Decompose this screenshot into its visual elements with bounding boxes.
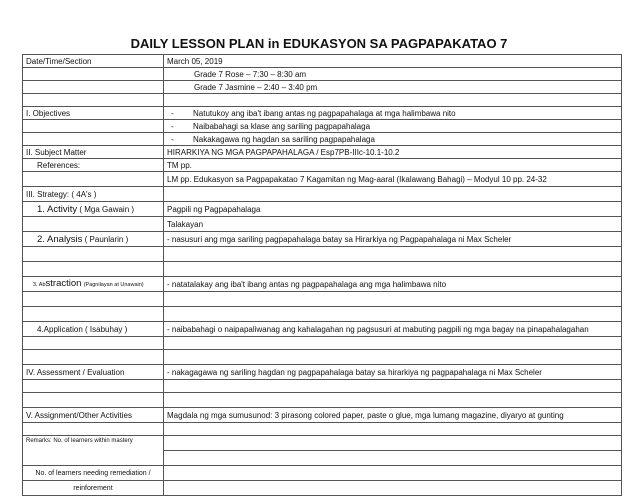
table-row <box>23 408 622 423</box>
table-row <box>23 380 622 393</box>
objective-item: - Natutukoy ang iba't ibang antas ng pagpapahalaga at mga halimbawa nito <box>164 107 622 120</box>
assessment-label: IV. Assessment / Evaluation <box>23 365 164 380</box>
strategy-label: III. Strategy: ( 4A's ) <box>23 187 164 202</box>
table-row <box>23 94 622 107</box>
assessment-value: - nakagagawa ng sariling hagdan ng pagpapahalaga batay sa hirarkiya ng pagpapahalaga ni Max Scheler <box>164 365 622 380</box>
table-row <box>23 217 622 232</box>
table-row <box>23 292 622 307</box>
application-label: 4.Application ( Isabuhay ) <box>23 322 164 337</box>
table-row <box>23 350 622 365</box>
table-row <box>23 481 622 496</box>
table-row <box>23 81 622 94</box>
table-row <box>23 120 622 133</box>
subject-value: HIRARKIYA NG MGA PAGPAPAHALAGA / Esp7PB-IIIc-10.1-10.2 <box>164 146 622 159</box>
analysis-label: 2. Analysis ( Paunlarin ) <box>23 232 164 247</box>
abstraction-value: - natatalakay ang iba't ibang antas ng pagpapahalaga ang mga halimbawa nito <box>164 277 622 292</box>
date-value: March 05, 2019 <box>164 55 622 68</box>
assignment-value: Magdala ng mga sumusunod: 3 pirasong colored paper, paste o glue, mga lumang magazine, diyaryo at gunting <box>164 408 622 423</box>
reference-lm: LM pp. Edukasyon sa Pagpapakatao 7 Kagamitan ng Mag-aaral (Ikalawang Bahagi) – Modyul 10 pp. 24-32 <box>164 172 622 187</box>
table-row <box>23 436 622 451</box>
remediation-label: No. of learners needing remediation / <box>23 466 164 481</box>
table-row <box>23 365 622 380</box>
section-rose: Grade 7 Rose – 7:30 – 8:30 am <box>164 68 622 81</box>
table-row <box>23 159 622 172</box>
table-row <box>23 322 622 337</box>
subject-label: II. Subject Matter <box>23 146 164 159</box>
section-jasmine: Grade 7 Jasmine – 2:40 – 3:40 pm <box>164 81 622 94</box>
references-label: References: <box>23 159 164 172</box>
table-row <box>23 277 622 292</box>
table-row <box>23 393 622 408</box>
analysis-value: - nasusuri ang mga sariling pagpapahalaga batay sa Hirarkiya ng Pagpapahalaga ni Max Scheler <box>164 232 622 247</box>
table-row <box>23 262 622 277</box>
table-row <box>23 423 622 436</box>
lesson-plan-table <box>22 54 622 496</box>
objective-item: - Nakakagawa ng hagdan sa sariling pagpapahalaga <box>164 133 622 146</box>
table-row <box>23 55 622 68</box>
table-row <box>23 133 622 146</box>
objectives-label: I. Objectives <box>23 107 164 120</box>
remarks-label: Remarks: No. of learners within mastery <box>23 436 164 466</box>
activity-label: 1. Activity ( Mga Gawain ) <box>23 202 164 217</box>
page-title: DAILY LESSON PLAN in EDUKASYON SA PAGPAPAKATAO 7 <box>130 36 508 51</box>
table-row <box>23 307 622 322</box>
table-row <box>23 68 622 81</box>
table-row <box>23 187 622 202</box>
activity-value: Talakayan <box>164 217 622 232</box>
table-row <box>23 247 622 262</box>
abstraction-label: 3. Abstraction (Pagnilayan at Unawain) <box>23 277 164 292</box>
application-value: - naibabahagi o naipapaliwanag ang kahalagahan ng pagsusuri at mabuting pagpili ng mga bagay na pinapahalagahan <box>164 322 622 337</box>
activity-value: Pagpili ng Pagpapahalaga <box>164 202 622 217</box>
remediation-label-cont: reinforement <box>23 481 164 496</box>
table-row <box>23 202 622 217</box>
date-label: Date/Time/Section <box>23 55 164 68</box>
table-row <box>23 337 622 350</box>
table-row <box>23 466 622 481</box>
table-row <box>23 146 622 159</box>
assignment-label: V. Assignment/Other Activities <box>23 408 164 423</box>
objective-item: - Naibabahagi sa klase ang sariling pagpapahalaga <box>164 120 622 133</box>
reference-tm: TM pp. <box>164 159 622 172</box>
table-row <box>23 232 622 247</box>
table-row <box>23 172 622 187</box>
table-row <box>23 107 622 120</box>
